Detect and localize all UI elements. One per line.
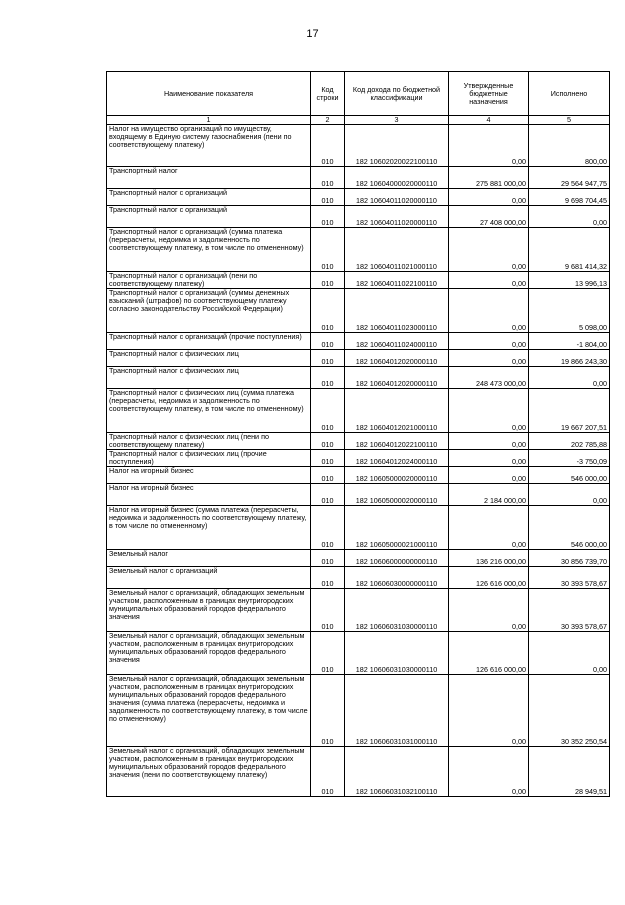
row-name: Налог на игорный бизнес bbox=[107, 467, 311, 484]
row-name: Земельный налог с организаций, обладающих земельным участком, расположенным в границах внутригородских муниципальных образований городов федерального значения (сумма платежа (перерасчеты, недоимка и задолженность по соответствующему платежу, в том числе по отмененному) bbox=[107, 675, 311, 747]
row-executed: 800,00 bbox=[529, 125, 610, 167]
row-line-code: 010 bbox=[311, 272, 345, 289]
row-name: Земельный налог bbox=[107, 550, 311, 567]
row-line-code: 010 bbox=[311, 189, 345, 206]
row-executed: 19 667 207,51 bbox=[529, 389, 610, 433]
row-income-code: 182 10604011023000110 bbox=[345, 289, 449, 333]
column-number-row bbox=[107, 116, 610, 125]
row-income-code: 182 10606030000000110 bbox=[345, 567, 449, 589]
row-executed: 202 785,88 bbox=[529, 433, 610, 450]
row-name: Земельный налог с организаций bbox=[107, 567, 311, 589]
table-row bbox=[107, 228, 610, 272]
row-income-code: 182 10604011024000110 bbox=[345, 333, 449, 350]
header-line-code: Код строки bbox=[311, 72, 345, 116]
row-income-code: 182 10604000020000110 bbox=[345, 167, 449, 189]
row-approved: 0,00 bbox=[449, 433, 529, 450]
row-approved: 0,00 bbox=[449, 450, 529, 467]
row-income-code: 182 10605000020000110 bbox=[345, 484, 449, 506]
row-name: Транспортный налог с физических лиц (прочие поступления) bbox=[107, 450, 311, 467]
table-row bbox=[107, 272, 610, 289]
table-body bbox=[107, 125, 610, 797]
row-line-code: 010 bbox=[311, 125, 345, 167]
header-name: Наименование показателя bbox=[107, 72, 311, 116]
row-name: Транспортный налог с организаций (прочие поступления) bbox=[107, 333, 311, 350]
row-line-code: 010 bbox=[311, 450, 345, 467]
row-line-code: 010 bbox=[311, 550, 345, 567]
row-executed: 5 098,00 bbox=[529, 289, 610, 333]
row-income-code: 182 10606031032100110 bbox=[345, 747, 449, 797]
row-line-code: 010 bbox=[311, 350, 345, 367]
row-approved: 0,00 bbox=[449, 333, 529, 350]
table-row bbox=[107, 206, 610, 228]
row-executed: 28 949,51 bbox=[529, 747, 610, 797]
row-line-code: 010 bbox=[311, 506, 345, 550]
row-name: Земельный налог с организаций, обладающих земельным участком, расположенным в границах внутригородских муниципальных образований городов федерального значения bbox=[107, 589, 311, 632]
column-number: 2 bbox=[311, 116, 345, 125]
table-row bbox=[107, 550, 610, 567]
row-executed: 30 856 739,70 bbox=[529, 550, 610, 567]
table-row bbox=[107, 189, 610, 206]
table-header-row bbox=[107, 72, 610, 116]
row-approved: 0,00 bbox=[449, 228, 529, 272]
row-approved: 126 616 000,00 bbox=[449, 567, 529, 589]
header-income-code: Код дохода по бюджетной классификации bbox=[345, 72, 449, 116]
table-row bbox=[107, 632, 610, 675]
row-line-code: 010 bbox=[311, 467, 345, 484]
row-line-code: 010 bbox=[311, 747, 345, 797]
row-line-code: 010 bbox=[311, 333, 345, 350]
row-executed: 546 000,00 bbox=[529, 506, 610, 550]
row-executed: 30 393 578,67 bbox=[529, 567, 610, 589]
row-approved: 0,00 bbox=[449, 467, 529, 484]
row-income-code: 182 10606031030000110 bbox=[345, 632, 449, 675]
row-approved: 275 881 000,00 bbox=[449, 167, 529, 189]
row-line-code: 010 bbox=[311, 228, 345, 272]
row-name: Транспортный налог с физических лиц (пени по соответствующему платежу) bbox=[107, 433, 311, 450]
table-row bbox=[107, 367, 610, 389]
table-row bbox=[107, 289, 610, 333]
row-income-code: 182 10605000021000110 bbox=[345, 506, 449, 550]
row-executed: 546 000,00 bbox=[529, 467, 610, 484]
page-number: 17 bbox=[306, 28, 319, 40]
row-income-code: 182 10605000020000110 bbox=[345, 467, 449, 484]
row-executed: 0,00 bbox=[529, 632, 610, 675]
row-line-code: 010 bbox=[311, 589, 345, 632]
row-line-code: 010 bbox=[311, 484, 345, 506]
row-income-code: 182 10604012022100110 bbox=[345, 433, 449, 450]
table-row bbox=[107, 125, 610, 167]
row-income-code: 182 10604012020000110 bbox=[345, 350, 449, 367]
row-line-code: 010 bbox=[311, 675, 345, 747]
column-number: 5 bbox=[529, 116, 610, 125]
table-row bbox=[107, 450, 610, 467]
row-line-code: 010 bbox=[311, 567, 345, 589]
table-row bbox=[107, 747, 610, 797]
table-row bbox=[107, 484, 610, 506]
row-name: Налог на игорный бизнес bbox=[107, 484, 311, 506]
row-approved: 0,00 bbox=[449, 675, 529, 747]
row-executed: 0,00 bbox=[529, 367, 610, 389]
table-row bbox=[107, 333, 610, 350]
row-name: Земельный налог с организаций, обладающих земельным участком, расположенным в границах внутригородских муниципальных образований городов федерального значения bbox=[107, 632, 311, 675]
row-approved: 0,00 bbox=[449, 289, 529, 333]
row-line-code: 010 bbox=[311, 367, 345, 389]
row-executed: 30 352 250,54 bbox=[529, 675, 610, 747]
row-approved: 0,00 bbox=[449, 389, 529, 433]
row-approved: 126 616 000,00 bbox=[449, 632, 529, 675]
row-executed: -3 750,09 bbox=[529, 450, 610, 467]
row-name: Земельный налог с организаций, обладающих земельным участком, расположенным в границах внутригородских муниципальных образований городов федерального значения (пени по соответствующему платежу) bbox=[107, 747, 311, 797]
row-name: Транспортный налог с физических лиц bbox=[107, 350, 311, 367]
row-income-code: 182 10602020022100110 bbox=[345, 125, 449, 167]
row-approved: 0,00 bbox=[449, 589, 529, 632]
row-income-code: 182 10604012024000110 bbox=[345, 450, 449, 467]
row-name: Налог на игорный бизнес (сумма платежа (перерасчеты, недоимка и задолженность по соответствующему платежу, в том числе по отмененному) bbox=[107, 506, 311, 550]
row-name: Налог на имущество организаций по имуществу, входящему в Единую систему газоснабжения (пени по соответствующему платежу) bbox=[107, 125, 311, 167]
column-number: 1 bbox=[107, 116, 311, 125]
row-name: Транспортный налог с физических лиц (сумма платежа (перерасчеты, недоимка и задолженность по соответствующему платежу, в том числе по отмененному) bbox=[107, 389, 311, 433]
row-executed: 30 393 578,67 bbox=[529, 589, 610, 632]
row-approved: 0,00 bbox=[449, 506, 529, 550]
row-income-code: 182 10604012021000110 bbox=[345, 389, 449, 433]
row-line-code: 010 bbox=[311, 289, 345, 333]
row-line-code: 010 bbox=[311, 167, 345, 189]
row-income-code: 182 10604011020000110 bbox=[345, 206, 449, 228]
table-row bbox=[107, 506, 610, 550]
column-number: 3 bbox=[345, 116, 449, 125]
row-approved: 0,00 bbox=[449, 125, 529, 167]
row-approved: 0,00 bbox=[449, 189, 529, 206]
row-executed: 0,00 bbox=[529, 206, 610, 228]
row-executed: 9 681 414,32 bbox=[529, 228, 610, 272]
row-approved: 136 216 000,00 bbox=[449, 550, 529, 567]
row-approved: 248 473 000,00 bbox=[449, 367, 529, 389]
row-approved: 0,00 bbox=[449, 272, 529, 289]
table-row bbox=[107, 467, 610, 484]
table-row bbox=[107, 433, 610, 450]
table-row bbox=[107, 589, 610, 632]
row-income-code: 182 10606031030000110 bbox=[345, 589, 449, 632]
row-executed: 13 996,13 bbox=[529, 272, 610, 289]
row-income-code: 182 10604012020000110 bbox=[345, 367, 449, 389]
row-line-code: 010 bbox=[311, 632, 345, 675]
column-number: 4 bbox=[449, 116, 529, 125]
row-name: Транспортный налог с организаций (суммы денежных взысканий (штрафов) по соответствующему платежу согласно законодательству Российской Федерации) bbox=[107, 289, 311, 333]
row-executed: -1 804,00 bbox=[529, 333, 610, 350]
row-line-code: 010 bbox=[311, 389, 345, 433]
row-approved: 27 408 000,00 bbox=[449, 206, 529, 228]
row-name: Транспортный налог с физических лиц bbox=[107, 367, 311, 389]
table-row bbox=[107, 675, 610, 747]
header-approved: Утвержденные бюджетные назначения bbox=[449, 72, 529, 116]
row-income-code: 182 10606000000000110 bbox=[345, 550, 449, 567]
row-line-code: 010 bbox=[311, 433, 345, 450]
header-executed: Исполнено bbox=[529, 72, 610, 116]
table-row bbox=[107, 167, 610, 189]
row-income-code: 182 10604011022100110 bbox=[345, 272, 449, 289]
table-row bbox=[107, 567, 610, 589]
row-income-code: 182 10604011020000110 bbox=[345, 189, 449, 206]
row-name: Транспортный налог bbox=[107, 167, 311, 189]
row-name: Транспортный налог с организаций bbox=[107, 189, 311, 206]
row-name: Транспортный налог с организаций (пени по соответствующему платежу) bbox=[107, 272, 311, 289]
row-income-code: 182 10606031031000110 bbox=[345, 675, 449, 747]
table-row bbox=[107, 350, 610, 367]
row-income-code: 182 10604011021000110 bbox=[345, 228, 449, 272]
row-name: Транспортный налог с организаций (сумма платежа (перерасчеты, недоимка и задолженность по соответствующему платежу, в том числе по отмененному) bbox=[107, 228, 311, 272]
row-executed: 19 866 243,30 bbox=[529, 350, 610, 367]
row-approved: 2 184 000,00 bbox=[449, 484, 529, 506]
row-executed: 29 564 947,75 bbox=[529, 167, 610, 189]
budget-execution-table bbox=[106, 71, 610, 797]
table-row bbox=[107, 389, 610, 433]
row-approved: 0,00 bbox=[449, 350, 529, 367]
row-approved: 0,00 bbox=[449, 747, 529, 797]
row-executed: 9 698 704,45 bbox=[529, 189, 610, 206]
row-name: Транспортный налог с организаций bbox=[107, 206, 311, 228]
row-executed: 0,00 bbox=[529, 484, 610, 506]
row-line-code: 010 bbox=[311, 206, 345, 228]
